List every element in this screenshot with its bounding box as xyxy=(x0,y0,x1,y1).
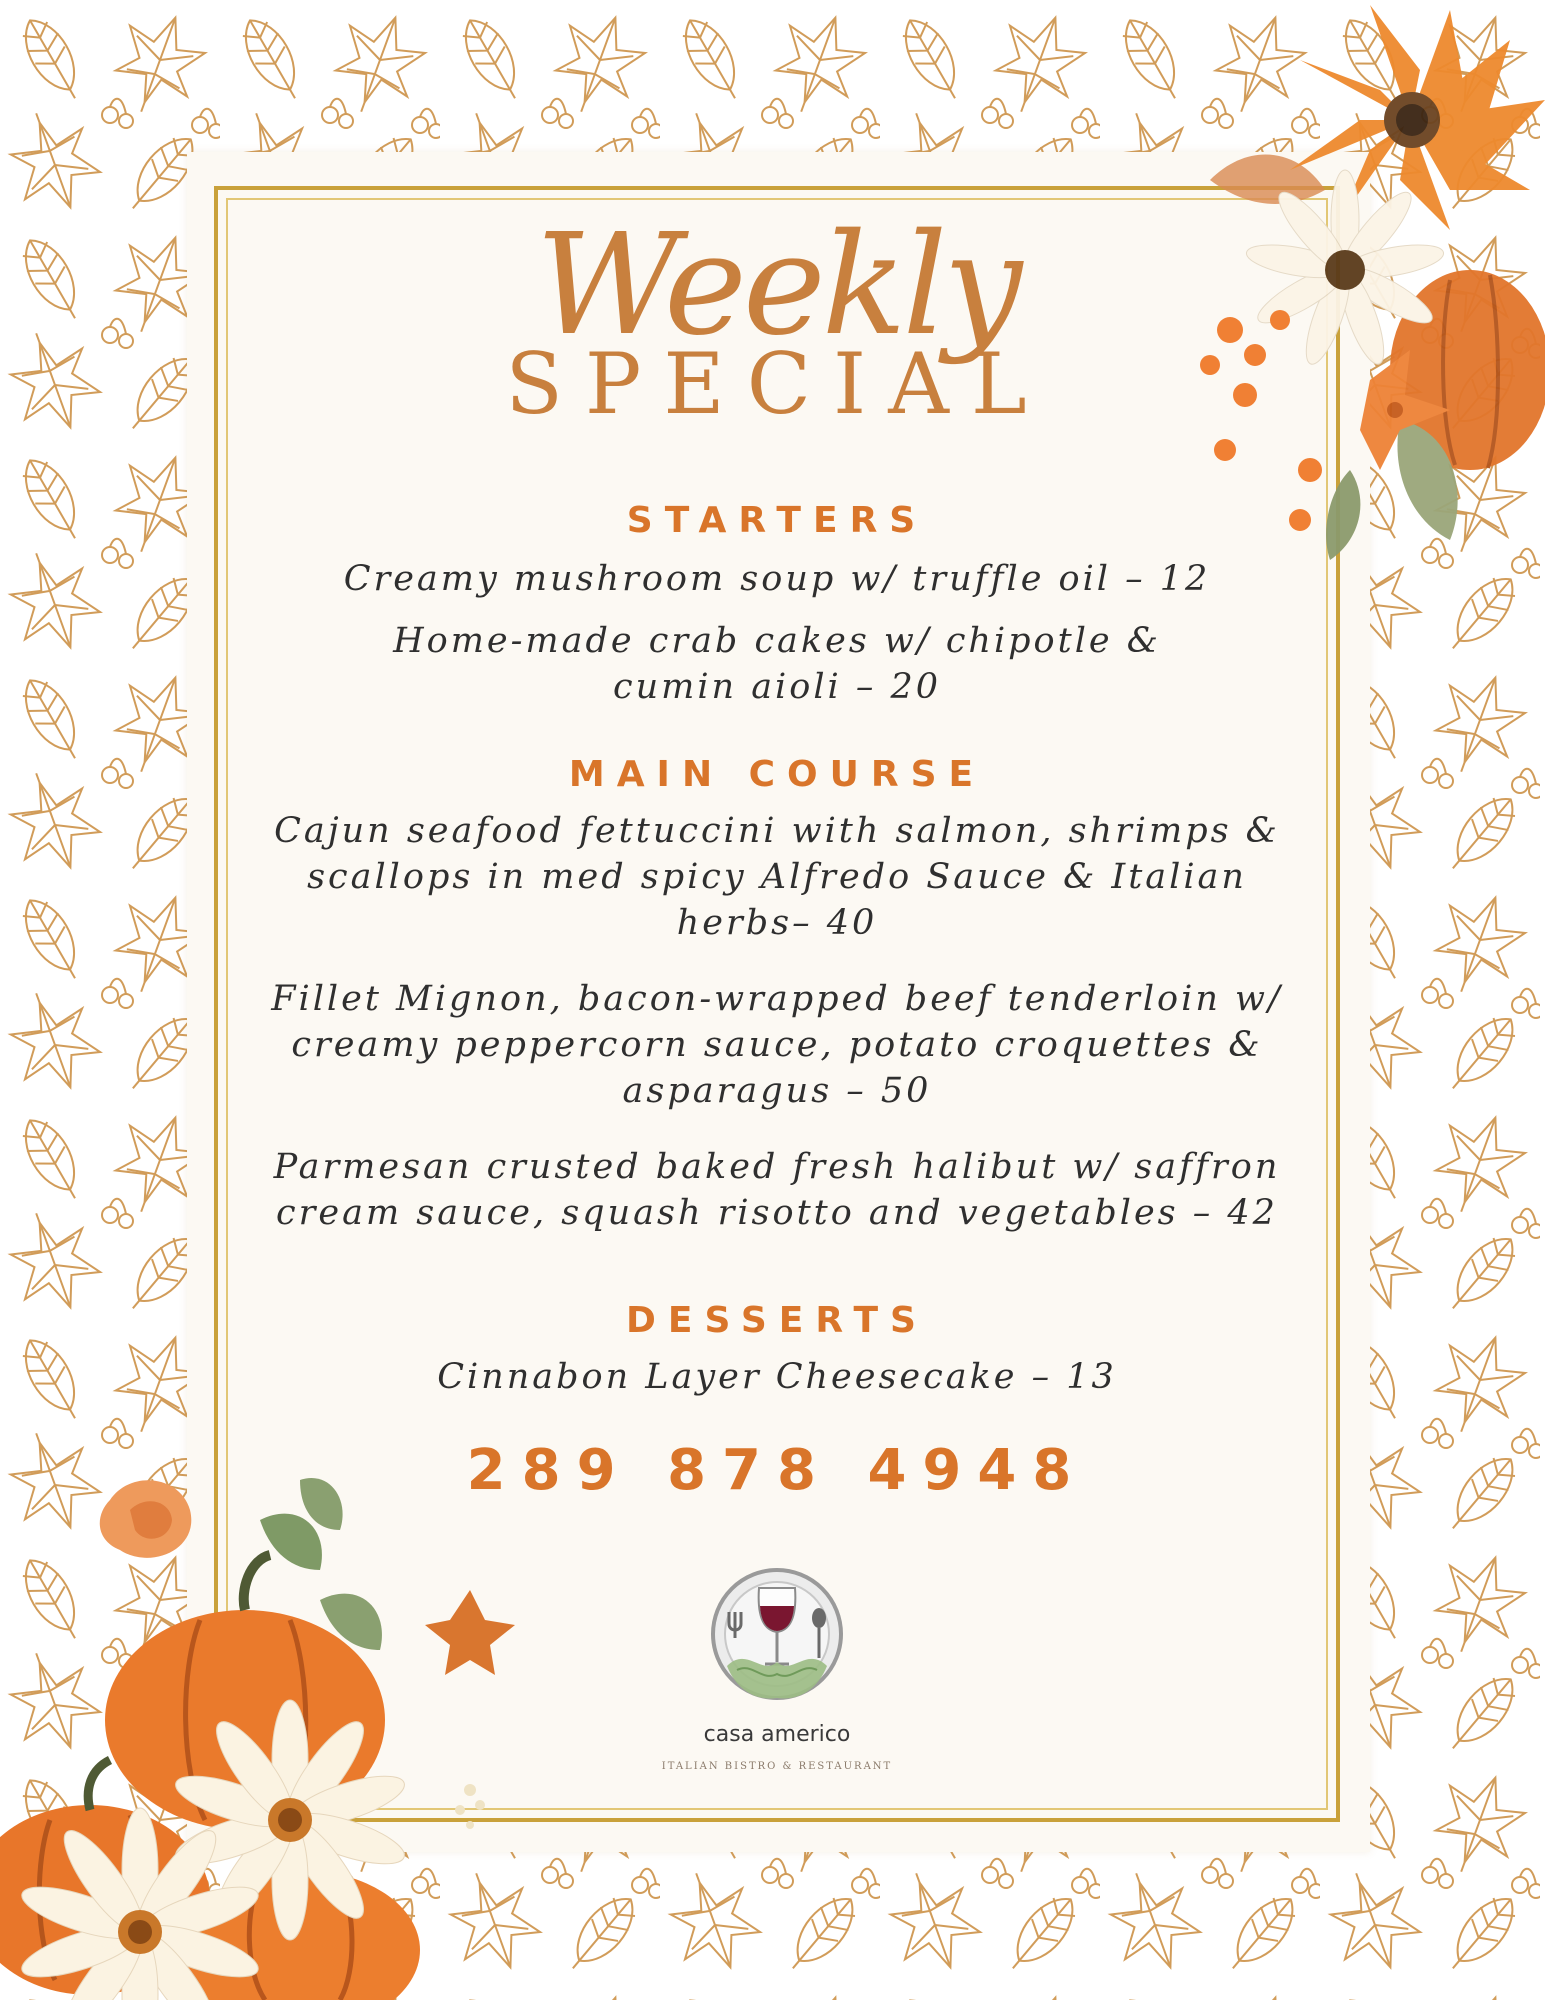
section-heading-desserts: DESSERTS xyxy=(626,1300,928,1341)
menu-item-main-3: Parmesan crusted baked fresh halibut w/ saffron cream sauce, squash risotto and vegetables – 42 xyxy=(273,1147,1281,1233)
phone-number[interactable]: 289 878 4948 xyxy=(466,1438,1088,1503)
section-heading-main-course: MAIN COURSE xyxy=(568,754,986,795)
menu-item-main-1: Cajun seafood fettuccini with salmon, shrimps & scallops in med spicy Alfredo Sauce & Italian herbs– 40 xyxy=(274,811,1280,943)
brand-tagline: ITALIAN BISTRO & RESTAURANT xyxy=(661,1761,893,1772)
menu-item-dessert-1: Cinnabon Layer Cheesecake – 13 xyxy=(437,1357,1117,1397)
title-special: SPECIAL xyxy=(505,335,1049,433)
menu-item-starter-2: Home-made crab cakes w/ chipotle & cumin aioli – 20 xyxy=(393,621,1161,707)
menu-item-main-2: Fillet Mignon, bacon-wrapped beef tenderloin w/ creamy peppercorn sauce, potato croquettes & asparagus – 50 xyxy=(271,979,1283,1111)
section-heading-starters: STARTERS xyxy=(626,500,928,541)
menu-item-starter-1: Creamy mushroom soup w/ truffle oil – 12 xyxy=(343,559,1211,599)
wine-glass-fork-spoon-icon xyxy=(707,1566,847,1706)
autumn-flower-bouquet-icon xyxy=(1150,0,1545,580)
brand-name: casa americo xyxy=(703,1722,851,1747)
pumpkin-daisy-bouquet-icon xyxy=(0,1460,520,2000)
title-script-weekly: Weekly xyxy=(535,204,1019,367)
